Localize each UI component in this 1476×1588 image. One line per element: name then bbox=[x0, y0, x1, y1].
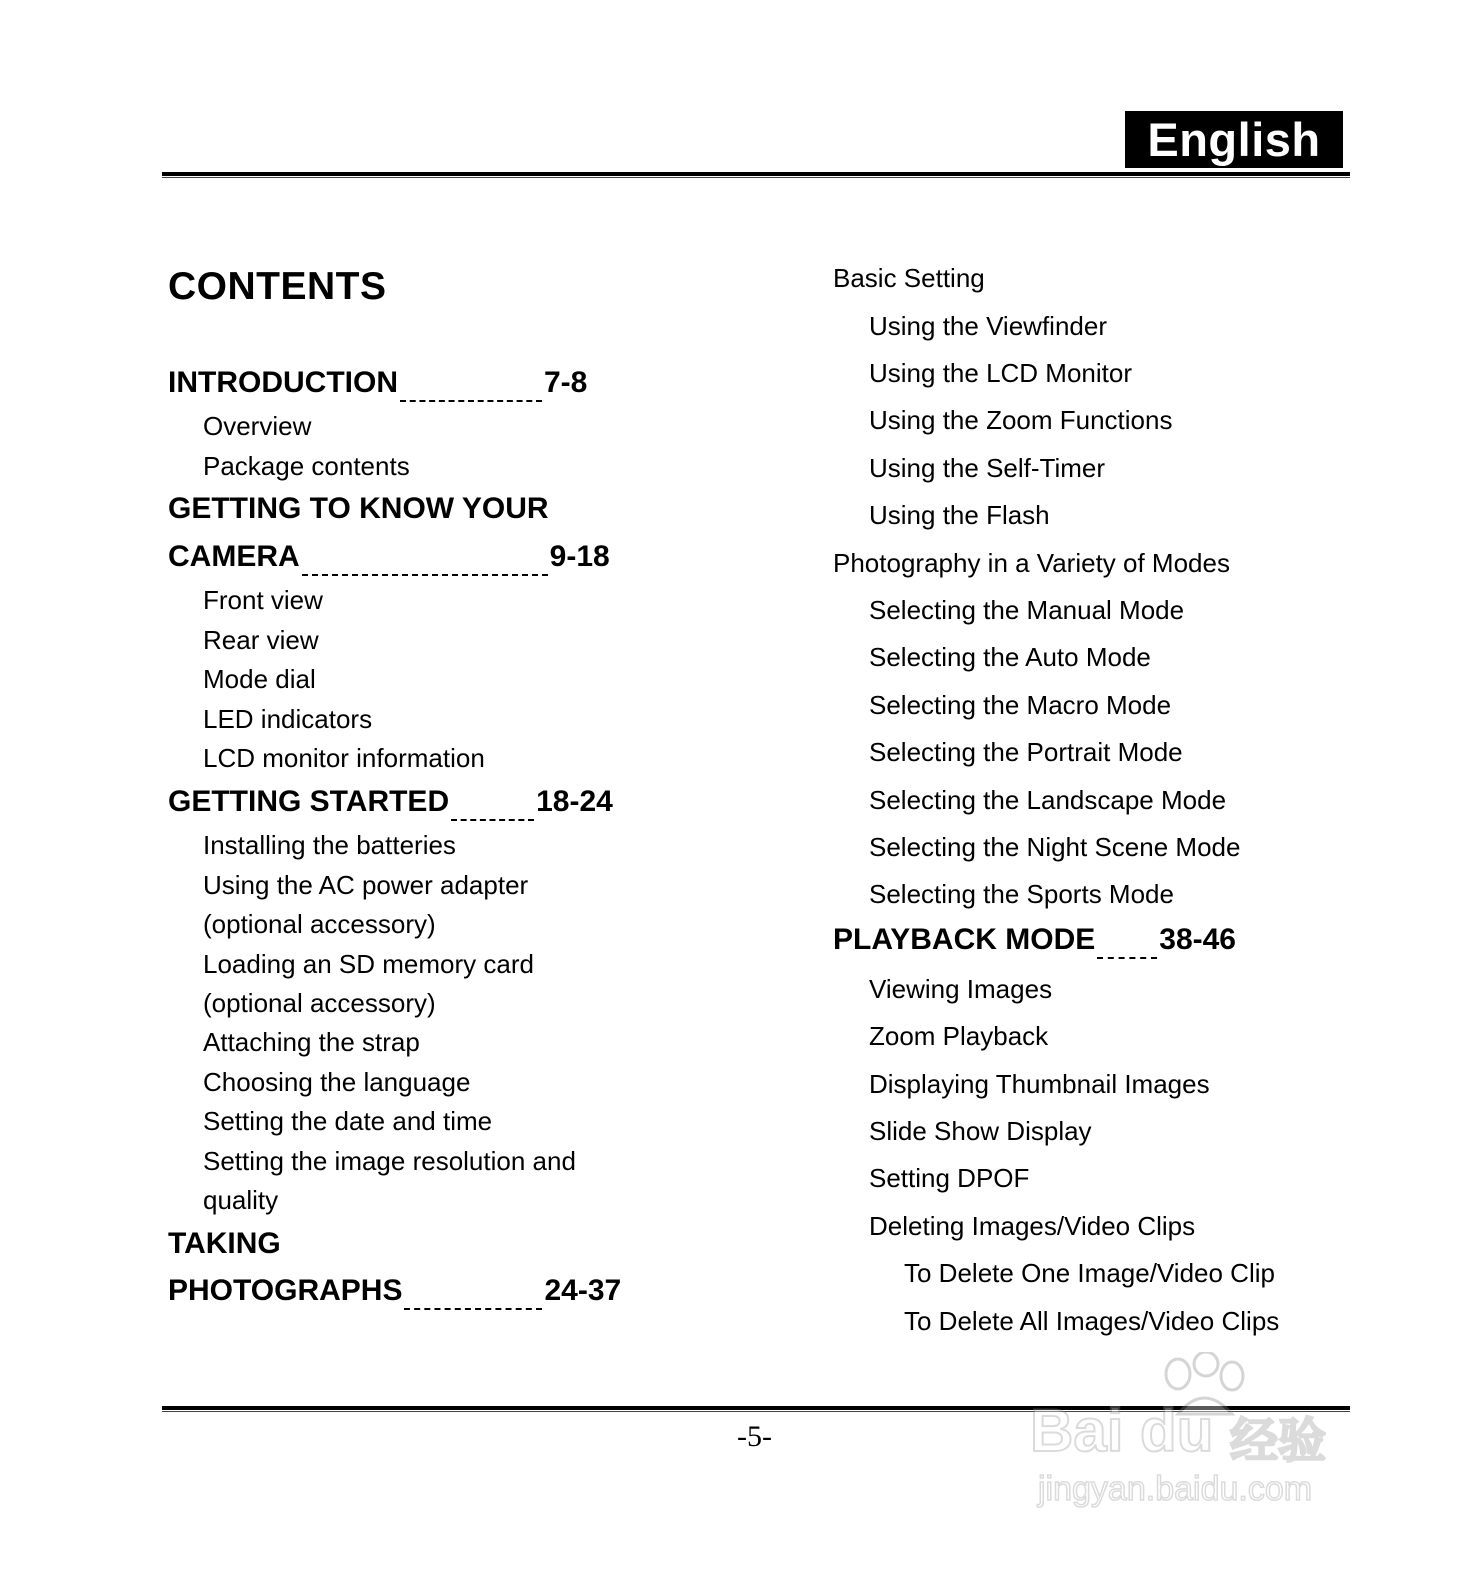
header-rule bbox=[162, 172, 1350, 176]
toc-item[interactable]: Displaying Thumbnail Images bbox=[869, 1069, 1210, 1099]
toc-item[interactable]: Choosing the language bbox=[203, 1067, 471, 1097]
toc-item[interactable]: Using the Viewfinder bbox=[869, 311, 1107, 341]
toc-section-introduction[interactable] bbox=[168, 366, 587, 400]
toc-item[interactable]: Deleting Images/Video Clips bbox=[869, 1211, 1196, 1241]
watermark-brand: Bai du bbox=[1030, 1397, 1214, 1464]
toc-item[interactable]: Using the LCD Monitor bbox=[869, 358, 1132, 388]
toc-section-label: PHOTOGRAPHS bbox=[168, 1274, 403, 1307]
toc-page-range: 18-24 bbox=[536, 785, 613, 818]
toc-item[interactable]: Selecting the Auto Mode bbox=[869, 642, 1151, 672]
toc-subitem[interactable]: To Delete One Image/Video Clip bbox=[904, 1258, 1275, 1288]
toc-item[interactable]: Front view bbox=[203, 585, 323, 615]
watermark-brand-cn: 经验 bbox=[1230, 1415, 1327, 1468]
toc-section-label: GETTING STARTED bbox=[168, 785, 450, 818]
toc-item[interactable]: Installing the batteries bbox=[203, 830, 456, 860]
toc-item[interactable]: (optional accessory) bbox=[203, 909, 436, 939]
toc-section-label: INTRODUCTION bbox=[168, 366, 398, 399]
toc-subsection[interactable]: Photography in a Variety of Modes bbox=[833, 548, 1230, 578]
toc-item[interactable]: Mode dial bbox=[203, 664, 316, 694]
toc-item[interactable]: LCD monitor information bbox=[203, 743, 485, 773]
toc-item[interactable]: quality bbox=[203, 1185, 279, 1215]
toc-section-label: PLAYBACK MODE bbox=[833, 923, 1096, 956]
toc-item[interactable]: Selecting the Manual Mode bbox=[869, 595, 1185, 625]
toc-item[interactable]: Setting the date and time bbox=[203, 1106, 493, 1136]
toc-item[interactable]: Viewing Images bbox=[869, 974, 1053, 1004]
toc-item[interactable]: Selecting the Landscape Mode bbox=[869, 785, 1227, 815]
toc-item[interactable]: Rear view bbox=[203, 625, 319, 655]
toc-page-range: 7-8 bbox=[543, 366, 588, 399]
toc-item[interactable]: Zoom Playback bbox=[869, 1021, 1049, 1051]
watermark bbox=[1030, 1352, 1370, 1512]
toc-item[interactable]: Slide Show Display bbox=[869, 1116, 1092, 1146]
toc-item[interactable]: Using the Flash bbox=[869, 500, 1050, 530]
toc-item[interactable]: Attaching the strap bbox=[203, 1027, 420, 1057]
toc-item[interactable]: (optional accessory) bbox=[203, 988, 436, 1018]
language-badge: English bbox=[1125, 111, 1343, 168]
toc-item[interactable]: Setting DPOF bbox=[869, 1163, 1030, 1193]
toc-item[interactable]: Selecting the Portrait Mode bbox=[869, 737, 1183, 767]
toc-leader bbox=[451, 819, 534, 821]
header-rule-thin bbox=[162, 177, 1350, 178]
toc-page-range: 9-18 bbox=[549, 540, 610, 573]
toc-item[interactable]: Loading an SD memory card bbox=[203, 949, 534, 979]
watermark-url: jingyan.baidu.com bbox=[1038, 1470, 1313, 1508]
toc-item[interactable]: Selecting the Macro Mode bbox=[869, 690, 1172, 720]
toc-section-label[interactable]: TAKING bbox=[168, 1227, 281, 1260]
toc-section-taking-photographs[interactable] bbox=[168, 1274, 621, 1308]
toc-section-playback-mode[interactable] bbox=[833, 923, 1236, 957]
toc-item[interactable]: Package contents bbox=[203, 451, 410, 481]
toc-leader bbox=[404, 1308, 542, 1310]
toc-item[interactable]: Setting the image resolution and bbox=[203, 1146, 576, 1176]
toc-section-label[interactable]: GETTING TO KNOW YOUR bbox=[168, 492, 549, 525]
toc-item[interactable]: LED indicators bbox=[203, 704, 373, 734]
toc-leader bbox=[1097, 957, 1157, 959]
toc-item[interactable]: Selecting the Night Scene Mode bbox=[869, 832, 1241, 862]
toc-leader bbox=[400, 400, 542, 402]
toc-item[interactable]: Using the Zoom Functions bbox=[869, 405, 1173, 435]
toc-item[interactable]: Overview bbox=[203, 411, 312, 441]
toc-section-label: CAMERA bbox=[168, 540, 300, 573]
toc-section-camera[interactable] bbox=[168, 540, 610, 574]
toc-item[interactable]: Using the Self-Timer bbox=[869, 453, 1105, 483]
page-number: -5- bbox=[737, 1420, 772, 1453]
toc-page-range: 24-37 bbox=[544, 1274, 622, 1307]
page-title: CONTENTS bbox=[168, 265, 387, 308]
toc-item[interactable]: Selecting the Sports Mode bbox=[869, 879, 1174, 909]
toc-item[interactable]: Using the AC power adapter bbox=[203, 870, 529, 900]
toc-subitem[interactable]: To Delete All Images/Video Clips bbox=[904, 1306, 1280, 1336]
toc-section-getting-started[interactable] bbox=[168, 785, 613, 819]
toc-leader bbox=[302, 574, 548, 576]
toc-page-range: 38-46 bbox=[1159, 923, 1236, 956]
toc-subsection[interactable]: Basic Setting bbox=[833, 263, 985, 293]
